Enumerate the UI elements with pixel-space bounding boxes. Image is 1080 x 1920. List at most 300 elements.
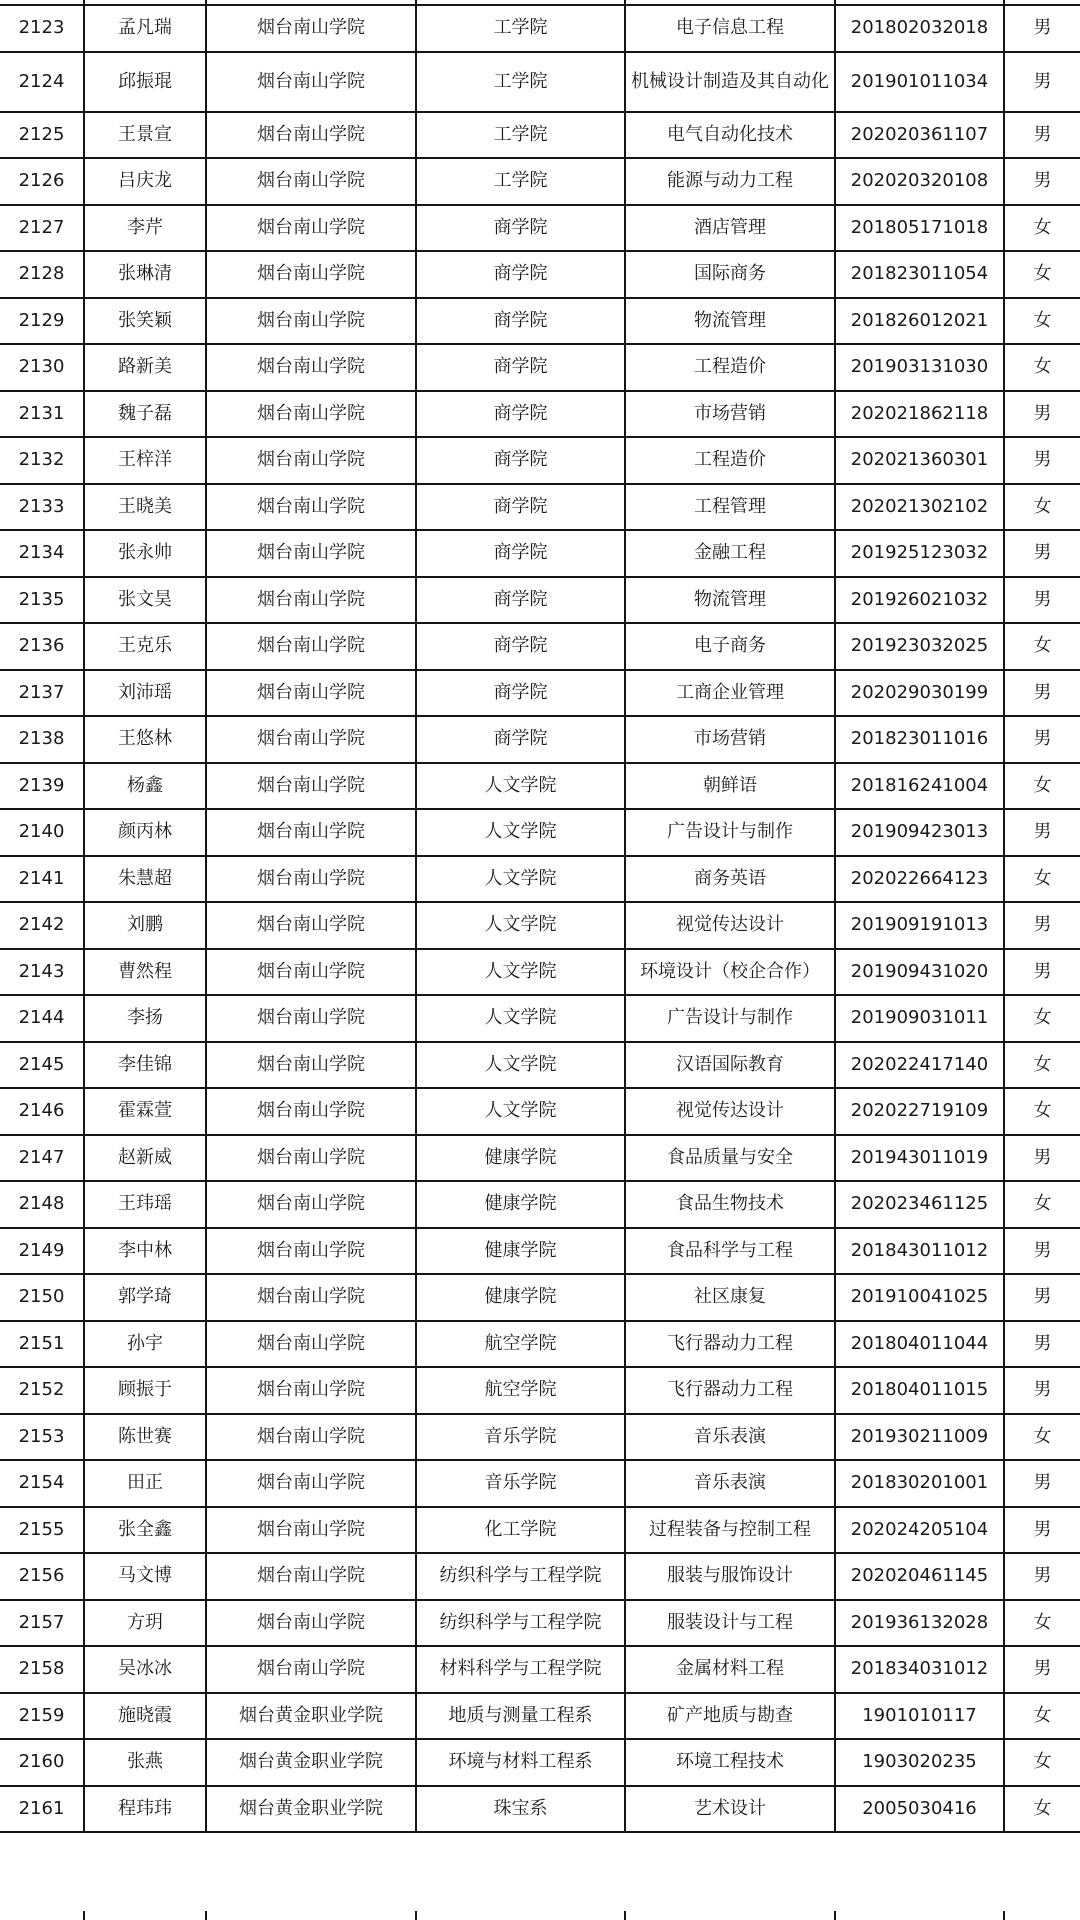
student-id-cell: 201843011012	[835, 1228, 1004, 1275]
major-cell: 物流管理	[625, 577, 835, 624]
school-cell: 烟台南山学院	[206, 158, 416, 205]
row-number-cell: 2151	[0, 1321, 84, 1368]
name-cell: 田正	[84, 1460, 206, 1507]
major-cell: 商务英语	[625, 856, 835, 903]
school-cell: 烟台南山学院	[206, 1228, 416, 1275]
student-id-cell: 201826012021	[835, 298, 1004, 345]
student-id-cell: 2005030416	[835, 1786, 1004, 1833]
row-number-cell: 2142	[0, 902, 84, 949]
table-row	[0, 437, 1080, 484]
major-cell: 食品质量与安全	[625, 1135, 835, 1182]
table-row	[0, 251, 1080, 298]
school-cell: 烟台南山学院	[206, 1321, 416, 1368]
major-cell: 电子信息工程	[625, 5, 835, 52]
student-id-cell: 202022719109	[835, 1088, 1004, 1135]
college-cell: 人文学院	[416, 856, 625, 903]
major-cell: 酒店管理	[625, 205, 835, 252]
student-id-cell: 201816241004	[835, 763, 1004, 810]
school-cell: 烟台南山学院	[206, 1135, 416, 1182]
gender-cell: 男	[1004, 1460, 1080, 1507]
gender-cell: 男	[1004, 112, 1080, 159]
row-number-cell: 2153	[0, 1414, 84, 1461]
name-cell: 陈世赛	[84, 1414, 206, 1461]
gender-cell: 女	[1004, 1739, 1080, 1786]
name-cell: 王悠林	[84, 716, 206, 763]
gender-cell: 男	[1004, 1367, 1080, 1414]
school-cell: 烟台南山学院	[206, 1088, 416, 1135]
gender-cell: 女	[1004, 1181, 1080, 1228]
college-cell: 航空学院	[416, 1367, 625, 1414]
major-cell: 能源与动力工程	[625, 158, 835, 205]
college-cell: 纺织科学与工程学院	[416, 1600, 625, 1647]
major-cell: 机械设计制造及其自动化	[625, 52, 835, 112]
gender-cell: 男	[1004, 1553, 1080, 1600]
student-id-cell: 1903020235	[835, 1739, 1004, 1786]
row-number-cell: 2133	[0, 484, 84, 531]
school-cell: 烟台南山学院	[206, 995, 416, 1042]
row-number-cell: 2138	[0, 716, 84, 763]
school-cell: 烟台南山学院	[206, 298, 416, 345]
school-cell: 烟台南山学院	[206, 1181, 416, 1228]
college-cell: 人文学院	[416, 809, 625, 856]
table-row	[0, 52, 1080, 112]
row-number-cell: 2143	[0, 949, 84, 996]
college-cell: 商学院	[416, 716, 625, 763]
table-row	[0, 716, 1080, 763]
student-id-cell: 201925123032	[835, 530, 1004, 577]
name-cell: 顾振于	[84, 1367, 206, 1414]
name-cell: 张全鑫	[84, 1507, 206, 1554]
student-id-cell: 201909431020	[835, 949, 1004, 996]
name-cell: 孙宇	[84, 1321, 206, 1368]
name-cell: 刘沛瑶	[84, 670, 206, 717]
row-number-cell: 2140	[0, 809, 84, 856]
student-id-cell: 201830201001	[835, 1460, 1004, 1507]
college-cell: 人文学院	[416, 995, 625, 1042]
name-cell: 朱慧超	[84, 856, 206, 903]
student-id-cell: 201936132028	[835, 1600, 1004, 1647]
major-cell: 视觉传达设计	[625, 902, 835, 949]
table-row	[0, 112, 1080, 159]
school-cell: 烟台南山学院	[206, 856, 416, 903]
student-id-cell: 202022417140	[835, 1042, 1004, 1089]
name-cell: 吕庆龙	[84, 158, 206, 205]
student-id-cell: 202021302102	[835, 484, 1004, 531]
major-cell: 音乐表演	[625, 1414, 835, 1461]
school-cell: 烟台南山学院	[206, 344, 416, 391]
name-cell: 李扬	[84, 995, 206, 1042]
college-cell: 商学院	[416, 344, 625, 391]
row-number-cell: 2127	[0, 205, 84, 252]
gender-cell: 女	[1004, 623, 1080, 670]
row-number-cell: 2158	[0, 1646, 84, 1693]
table-row	[0, 902, 1080, 949]
major-cell: 汉语国际教育	[625, 1042, 835, 1089]
college-cell: 音乐学院	[416, 1460, 625, 1507]
student-id-cell: 201802032018	[835, 5, 1004, 52]
row-number-cell: 2152	[0, 1367, 84, 1414]
row-number-cell: 2144	[0, 995, 84, 1042]
table-bottom-edge	[0, 1911, 1080, 1920]
school-cell: 烟台南山学院	[206, 1042, 416, 1089]
gender-cell: 男	[1004, 391, 1080, 438]
student-id-cell: 201823011016	[835, 716, 1004, 763]
major-cell: 服装与服饰设计	[625, 1553, 835, 1600]
school-cell: 烟台南山学院	[206, 902, 416, 949]
table-row	[0, 484, 1080, 531]
major-cell: 物流管理	[625, 298, 835, 345]
name-cell: 李中林	[84, 1228, 206, 1275]
student-list-table	[0, 4, 1080, 1833]
gender-cell: 女	[1004, 1088, 1080, 1135]
school-cell: 烟台黄金职业学院	[206, 1739, 416, 1786]
row-number-cell: 2148	[0, 1181, 84, 1228]
table-row	[0, 1414, 1080, 1461]
name-cell: 方玥	[84, 1600, 206, 1647]
school-cell: 烟台南山学院	[206, 530, 416, 577]
table-row	[0, 1693, 1080, 1740]
college-cell: 工学院	[416, 112, 625, 159]
name-cell: 王梓洋	[84, 437, 206, 484]
gender-cell: 男	[1004, 5, 1080, 52]
name-cell: 刘鹏	[84, 902, 206, 949]
table-row	[0, 530, 1080, 577]
row-number-cell: 2123	[0, 5, 84, 52]
table-row	[0, 1553, 1080, 1600]
gender-cell: 男	[1004, 577, 1080, 624]
row-number-cell: 2145	[0, 1042, 84, 1089]
row-number-cell: 2130	[0, 344, 84, 391]
school-cell: 烟台南山学院	[206, 391, 416, 438]
table-row	[0, 1181, 1080, 1228]
name-cell: 王克乐	[84, 623, 206, 670]
college-cell: 健康学院	[416, 1181, 625, 1228]
student-id-cell: 202021862118	[835, 391, 1004, 438]
name-cell: 张琳清	[84, 251, 206, 298]
major-cell: 市场营销	[625, 716, 835, 763]
major-cell: 国际商务	[625, 251, 835, 298]
gender-cell: 女	[1004, 1042, 1080, 1089]
student-id-cell: 202020320108	[835, 158, 1004, 205]
name-cell: 吴冰冰	[84, 1646, 206, 1693]
row-number-cell: 2150	[0, 1274, 84, 1321]
major-cell: 朝鲜语	[625, 763, 835, 810]
major-cell: 金属材料工程	[625, 1646, 835, 1693]
school-cell: 烟台南山学院	[206, 251, 416, 298]
table-row	[0, 623, 1080, 670]
row-number-cell: 2139	[0, 763, 84, 810]
name-cell: 杨鑫	[84, 763, 206, 810]
major-cell: 工程造价	[625, 344, 835, 391]
row-number-cell: 2125	[0, 112, 84, 159]
school-cell: 烟台黄金职业学院	[206, 1693, 416, 1740]
student-id-cell: 201926021032	[835, 577, 1004, 624]
table-row	[0, 205, 1080, 252]
row-number-cell: 2131	[0, 391, 84, 438]
college-cell: 健康学院	[416, 1135, 625, 1182]
college-cell: 商学院	[416, 670, 625, 717]
student-id-cell: 201909031011	[835, 995, 1004, 1042]
table-row	[0, 1646, 1080, 1693]
major-cell: 飞行器动力工程	[625, 1321, 835, 1368]
college-cell: 商学院	[416, 484, 625, 531]
college-cell: 人文学院	[416, 949, 625, 996]
gender-cell: 男	[1004, 949, 1080, 996]
major-cell: 电子商务	[625, 623, 835, 670]
row-number-cell: 2128	[0, 251, 84, 298]
name-cell: 程玮玮	[84, 1786, 206, 1833]
gender-cell: 女	[1004, 1600, 1080, 1647]
student-id-cell: 1901010117	[835, 1693, 1004, 1740]
major-cell: 电气自动化技术	[625, 112, 835, 159]
row-number-cell: 2136	[0, 623, 84, 670]
college-cell: 健康学院	[416, 1274, 625, 1321]
table-row	[0, 391, 1080, 438]
school-cell: 烟台南山学院	[206, 809, 416, 856]
school-cell: 烟台南山学院	[206, 52, 416, 112]
major-cell: 视觉传达设计	[625, 1088, 835, 1135]
college-cell: 商学院	[416, 205, 625, 252]
college-cell: 工学院	[416, 52, 625, 112]
student-id-cell: 202022664123	[835, 856, 1004, 903]
name-cell: 马文博	[84, 1553, 206, 1600]
major-cell: 食品科学与工程	[625, 1228, 835, 1275]
student-id-cell: 202024205104	[835, 1507, 1004, 1554]
school-cell: 烟台南山学院	[206, 1553, 416, 1600]
college-cell: 纺织科学与工程学院	[416, 1553, 625, 1600]
student-id-cell: 201823011054	[835, 251, 1004, 298]
gender-cell: 男	[1004, 1274, 1080, 1321]
school-cell: 烟台南山学院	[206, 577, 416, 624]
school-cell: 烟台南山学院	[206, 484, 416, 531]
gender-cell: 女	[1004, 1693, 1080, 1740]
major-cell: 社区康复	[625, 1274, 835, 1321]
name-cell: 颜丙林	[84, 809, 206, 856]
gender-cell: 男	[1004, 716, 1080, 763]
table-row	[0, 1367, 1080, 1414]
college-cell: 地质与测量工程系	[416, 1693, 625, 1740]
school-cell: 烟台南山学院	[206, 623, 416, 670]
school-cell: 烟台南山学院	[206, 1460, 416, 1507]
school-cell: 烟台南山学院	[206, 670, 416, 717]
school-cell: 烟台南山学院	[206, 1274, 416, 1321]
gender-cell: 女	[1004, 856, 1080, 903]
student-id-cell: 201909423013	[835, 809, 1004, 856]
major-cell: 飞行器动力工程	[625, 1367, 835, 1414]
row-number-cell: 2156	[0, 1553, 84, 1600]
school-cell: 烟台南山学院	[206, 1600, 416, 1647]
college-cell: 环境与材料工程系	[416, 1739, 625, 1786]
major-cell: 工程造价	[625, 437, 835, 484]
gender-cell: 男	[1004, 530, 1080, 577]
college-cell: 航空学院	[416, 1321, 625, 1368]
college-cell: 人文学院	[416, 763, 625, 810]
row-number-cell: 2147	[0, 1135, 84, 1182]
student-id-cell: 201901011034	[835, 52, 1004, 112]
gender-cell: 女	[1004, 484, 1080, 531]
college-cell: 健康学院	[416, 1228, 625, 1275]
row-number-cell: 2141	[0, 856, 84, 903]
college-cell: 人文学院	[416, 1088, 625, 1135]
gender-cell: 男	[1004, 52, 1080, 112]
student-id-cell: 201909191013	[835, 902, 1004, 949]
college-cell: 工学院	[416, 5, 625, 52]
school-cell: 烟台南山学院	[206, 112, 416, 159]
name-cell: 郭学琦	[84, 1274, 206, 1321]
gender-cell: 男	[1004, 158, 1080, 205]
row-number-cell: 2157	[0, 1600, 84, 1647]
row-number-cell: 2146	[0, 1088, 84, 1135]
row-number-cell: 2126	[0, 158, 84, 205]
school-cell: 烟台南山学院	[206, 949, 416, 996]
table-row	[0, 1135, 1080, 1182]
table-row	[0, 1042, 1080, 1089]
row-number-cell: 2124	[0, 52, 84, 112]
table-row	[0, 670, 1080, 717]
gender-cell: 男	[1004, 902, 1080, 949]
gender-cell: 男	[1004, 1135, 1080, 1182]
gender-cell: 女	[1004, 995, 1080, 1042]
major-cell: 食品生物技术	[625, 1181, 835, 1228]
name-cell: 王晓美	[84, 484, 206, 531]
name-cell: 孟凡瑞	[84, 5, 206, 52]
name-cell: 路新美	[84, 344, 206, 391]
student-id-cell: 201804011044	[835, 1321, 1004, 1368]
major-cell: 音乐表演	[625, 1460, 835, 1507]
college-cell: 材料科学与工程学院	[416, 1646, 625, 1693]
gender-cell: 女	[1004, 251, 1080, 298]
table-row	[0, 1321, 1080, 1368]
table-row	[0, 1600, 1080, 1647]
major-cell: 艺术设计	[625, 1786, 835, 1833]
table-row	[0, 1228, 1080, 1275]
college-cell: 商学院	[416, 530, 625, 577]
college-cell: 人文学院	[416, 902, 625, 949]
school-cell: 烟台南山学院	[206, 1646, 416, 1693]
gender-cell: 男	[1004, 437, 1080, 484]
college-cell: 工学院	[416, 158, 625, 205]
student-id-cell: 202021360301	[835, 437, 1004, 484]
gender-cell: 女	[1004, 344, 1080, 391]
gender-cell: 女	[1004, 1414, 1080, 1461]
table-row	[0, 1739, 1080, 1786]
college-cell: 商学院	[416, 623, 625, 670]
table-row	[0, 1507, 1080, 1554]
table-row	[0, 158, 1080, 205]
student-id-cell: 201923032025	[835, 623, 1004, 670]
gender-cell: 男	[1004, 1321, 1080, 1368]
table-row	[0, 1460, 1080, 1507]
major-cell: 矿产地质与勘查	[625, 1693, 835, 1740]
student-id-cell: 201903131030	[835, 344, 1004, 391]
row-number-cell: 2134	[0, 530, 84, 577]
row-number-cell: 2129	[0, 298, 84, 345]
table-row	[0, 809, 1080, 856]
major-cell: 工程管理	[625, 484, 835, 531]
college-cell: 珠宝系	[416, 1786, 625, 1833]
name-cell: 赵新威	[84, 1135, 206, 1182]
gender-cell: 女	[1004, 298, 1080, 345]
name-cell: 魏子磊	[84, 391, 206, 438]
name-cell: 张笑颖	[84, 298, 206, 345]
table-row	[0, 856, 1080, 903]
name-cell: 张永帅	[84, 530, 206, 577]
gender-cell: 女	[1004, 763, 1080, 810]
row-number-cell: 2159	[0, 1693, 84, 1740]
student-id-cell: 202023461125	[835, 1181, 1004, 1228]
name-cell: 张文昊	[84, 577, 206, 624]
major-cell: 环境设计（校企合作）	[625, 949, 835, 996]
major-cell: 环境工程技术	[625, 1739, 835, 1786]
gender-cell: 女	[1004, 1786, 1080, 1833]
name-cell: 李芹	[84, 205, 206, 252]
major-cell: 广告设计与制作	[625, 995, 835, 1042]
row-number-cell: 2149	[0, 1228, 84, 1275]
student-id-cell: 202029030199	[835, 670, 1004, 717]
gender-cell: 女	[1004, 205, 1080, 252]
row-number-cell: 2132	[0, 437, 84, 484]
student-id-cell: 201834031012	[835, 1646, 1004, 1693]
school-cell: 烟台南山学院	[206, 1507, 416, 1554]
major-cell: 服装设计与工程	[625, 1600, 835, 1647]
table-row	[0, 1088, 1080, 1135]
row-number-cell: 2137	[0, 670, 84, 717]
college-cell: 商学院	[416, 437, 625, 484]
student-id-cell: 201910041025	[835, 1274, 1004, 1321]
major-cell: 工商企业管理	[625, 670, 835, 717]
major-cell: 广告设计与制作	[625, 809, 835, 856]
student-id-cell: 202020461145	[835, 1553, 1004, 1600]
gender-cell: 男	[1004, 1646, 1080, 1693]
name-cell: 李佳锦	[84, 1042, 206, 1089]
table-row	[0, 1786, 1080, 1833]
college-cell: 音乐学院	[416, 1414, 625, 1461]
table-row	[0, 949, 1080, 996]
college-cell: 人文学院	[416, 1042, 625, 1089]
school-cell: 烟台南山学院	[206, 716, 416, 763]
table-row	[0, 763, 1080, 810]
name-cell: 张燕	[84, 1739, 206, 1786]
table-row	[0, 995, 1080, 1042]
school-cell: 烟台南山学院	[206, 205, 416, 252]
college-cell: 商学院	[416, 391, 625, 438]
student-id-cell: 201930211009	[835, 1414, 1004, 1461]
student-id-cell: 201804011015	[835, 1367, 1004, 1414]
row-number-cell: 2154	[0, 1460, 84, 1507]
name-cell: 霍霖萱	[84, 1088, 206, 1135]
school-cell: 烟台南山学院	[206, 5, 416, 52]
gender-cell: 男	[1004, 670, 1080, 717]
major-cell: 过程装备与控制工程	[625, 1507, 835, 1554]
college-cell: 商学院	[416, 298, 625, 345]
gender-cell: 男	[1004, 1507, 1080, 1554]
school-cell: 烟台南山学院	[206, 437, 416, 484]
major-cell: 金融工程	[625, 530, 835, 577]
table-row	[0, 344, 1080, 391]
major-cell: 市场营销	[625, 391, 835, 438]
gender-cell: 男	[1004, 1228, 1080, 1275]
school-cell: 烟台南山学院	[206, 1414, 416, 1461]
student-id-cell: 201943011019	[835, 1135, 1004, 1182]
name-cell: 王玮瑶	[84, 1181, 206, 1228]
college-cell: 商学院	[416, 577, 625, 624]
school-cell: 烟台南山学院	[206, 763, 416, 810]
row-number-cell: 2161	[0, 1786, 84, 1833]
name-cell: 邱振琨	[84, 52, 206, 112]
name-cell: 曹然程	[84, 949, 206, 996]
school-cell: 烟台南山学院	[206, 1367, 416, 1414]
student-id-cell: 201805171018	[835, 205, 1004, 252]
